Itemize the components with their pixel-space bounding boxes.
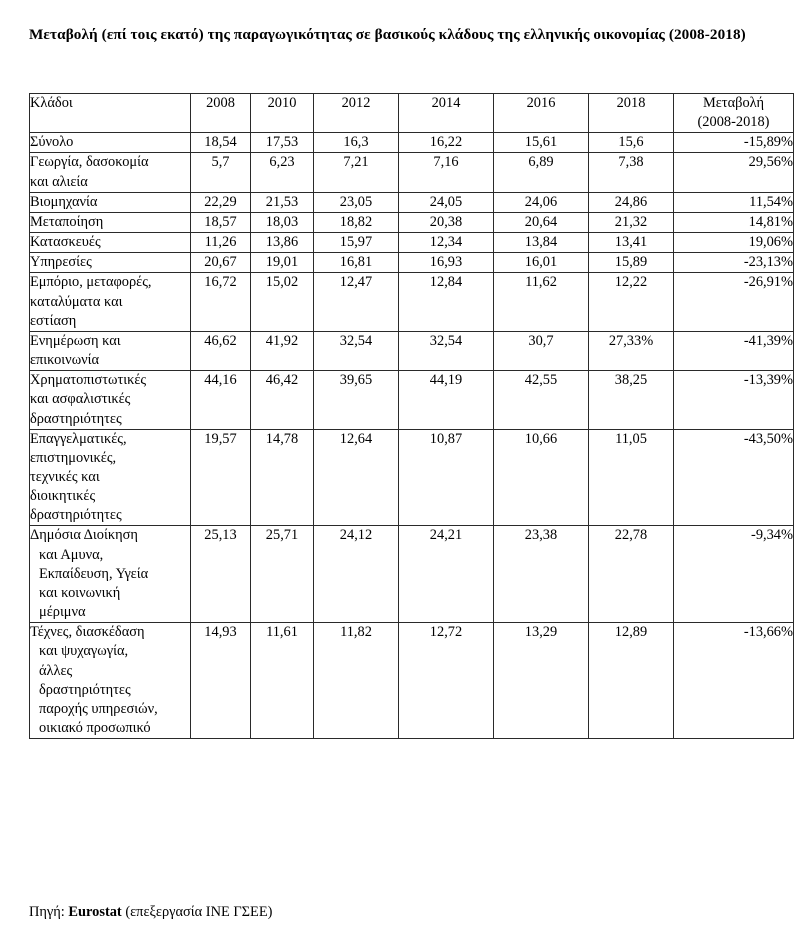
cell-change: -43,50% xyxy=(674,429,794,526)
table-row xyxy=(30,526,794,623)
cell-2018: 13,41 xyxy=(589,233,674,253)
cell-2018: 15,6 xyxy=(589,133,674,153)
cell-2016: 6,89 xyxy=(494,153,589,192)
row-label-line: Εμπόριο, μεταφορές, xyxy=(30,274,152,291)
cell-change: 11,54% xyxy=(674,192,794,212)
source-name: Eurostat xyxy=(68,904,122,920)
row-label-line: και Αμυνα, xyxy=(39,546,104,563)
cell-2016: 13,29 xyxy=(494,623,589,739)
cell-2008: 5,7 xyxy=(191,153,251,192)
column-header-change xyxy=(674,94,794,133)
row-label xyxy=(30,153,191,192)
cell-change: -15,89% xyxy=(674,133,794,153)
cell-2008: 11,26 xyxy=(191,233,251,253)
row-label-line: Επαγγελματικές, xyxy=(30,430,127,447)
row-label-line: και κοινωνική xyxy=(39,584,121,601)
cell-2018: 38,25 xyxy=(589,371,674,429)
row-label-line: μέριμνα xyxy=(39,604,86,621)
cell-2018: 24,86 xyxy=(589,192,674,212)
row-label-line: διοικητικές xyxy=(30,488,96,505)
cell-2018: 15,89 xyxy=(589,253,674,273)
cell-2008: 19,57 xyxy=(191,429,251,526)
cell-2008: 25,13 xyxy=(191,526,251,623)
cell-2014: 44,19 xyxy=(399,371,494,429)
table-row xyxy=(30,133,794,153)
cell-2016: 13,84 xyxy=(494,233,589,253)
row-label-line: Υπηρεσίες xyxy=(30,254,92,271)
row-label-line: Δημόσια Διοίκηση xyxy=(30,527,138,544)
column-header-sector: Κλάδοι xyxy=(30,94,191,133)
cell-2010: 6,23 xyxy=(251,153,314,192)
table-row xyxy=(30,192,794,212)
row-label xyxy=(30,526,191,623)
table-row xyxy=(30,273,794,331)
cell-2018: 21,32 xyxy=(589,212,674,232)
row-label xyxy=(30,273,191,331)
cell-change: -26,91% xyxy=(674,273,794,331)
cell-2016: 16,01 xyxy=(494,253,589,273)
row-label-line: Μεταποίηση xyxy=(30,213,104,230)
cell-2008: 18,54 xyxy=(191,133,251,153)
cell-2010: 21,53 xyxy=(251,192,314,212)
row-label xyxy=(30,429,191,526)
cell-2014: 10,87 xyxy=(399,429,494,526)
source-prefix: Πηγή: xyxy=(29,904,65,920)
row-label-line: παροχής υπηρεσιών, xyxy=(39,700,158,717)
cell-2016: 15,61 xyxy=(494,133,589,153)
cell-2014: 12,34 xyxy=(399,233,494,253)
page-title xyxy=(29,24,785,46)
cell-2010: 17,53 xyxy=(251,133,314,153)
column-header-2012: 2012 xyxy=(314,94,399,133)
row-label-line: Χρηματοπιστωτικές xyxy=(30,372,147,389)
cell-2016: 11,62 xyxy=(494,273,589,331)
cell-2008: 14,93 xyxy=(191,623,251,739)
cell-2012: 16,81 xyxy=(314,253,399,273)
cell-change: 19,06% xyxy=(674,233,794,253)
cell-change: -13,66% xyxy=(674,623,794,739)
cell-2014: 16,93 xyxy=(399,253,494,273)
cell-2010: 46,42 xyxy=(251,371,314,429)
column-header-change-line-1: Μεταβολή xyxy=(702,95,765,111)
page-title-line-1: Μεταβολή (επί τοις εκατό) της παραγωγικότητας σε βασικούς κλάδους της ελληνικής οικονομίας xyxy=(29,26,665,44)
row-label-line: τεχνικές και xyxy=(30,468,100,485)
row-label-line: εστίαση xyxy=(30,312,77,329)
page-title-line-2: (2008-2018) xyxy=(668,26,746,44)
row-label xyxy=(30,331,191,370)
table-row xyxy=(30,371,794,429)
cell-2018: 22,78 xyxy=(589,526,674,623)
cell-2014: 12,72 xyxy=(399,623,494,739)
row-label xyxy=(30,212,191,232)
cell-2010: 15,02 xyxy=(251,273,314,331)
cell-2012: 39,65 xyxy=(314,371,399,429)
table-row xyxy=(30,253,794,273)
row-label-line: δραστηριότητες xyxy=(39,681,131,698)
cell-2018: 11,05 xyxy=(589,429,674,526)
row-label-line: δραστηριότητες xyxy=(30,410,122,427)
cell-2018: 12,89 xyxy=(589,623,674,739)
table-row xyxy=(30,331,794,370)
cell-2012: 11,82 xyxy=(314,623,399,739)
row-label-line: οικιακό προσωπικό xyxy=(39,720,151,736)
row-label xyxy=(30,233,191,253)
cell-2016: 23,38 xyxy=(494,526,589,623)
cell-2014: 16,22 xyxy=(399,133,494,153)
source-note xyxy=(29,903,272,922)
row-label-line: Σύνολο xyxy=(30,134,74,151)
column-header-2008: 2008 xyxy=(191,94,251,133)
column-header-change-line-2: (2008-2018) xyxy=(697,114,770,131)
cell-2016: 42,55 xyxy=(494,371,589,429)
cell-2014: 24,05 xyxy=(399,192,494,212)
cell-2016: 24,06 xyxy=(494,192,589,212)
cell-2010: 13,86 xyxy=(251,233,314,253)
cell-change: 29,56% xyxy=(674,153,794,192)
row-label-line: επιστημονικές, xyxy=(30,449,117,466)
cell-2018: 7,38 xyxy=(589,153,674,192)
row-label xyxy=(30,253,191,273)
row-label-line: Εκπαίδευση, Υγεία xyxy=(39,565,149,582)
row-label-line: Κατασκευές xyxy=(30,234,101,251)
row-label-line: δραστηριότητες xyxy=(30,507,122,524)
cell-2018: 27,33% xyxy=(589,331,674,370)
table-row xyxy=(30,153,794,192)
cell-change: -9,34% xyxy=(674,526,794,623)
table-row xyxy=(30,623,794,739)
table-row xyxy=(30,212,794,232)
cell-2008: 16,72 xyxy=(191,273,251,331)
row-label-line: επικοινωνία xyxy=(30,352,100,369)
row-label-line: Βιομηχανία xyxy=(30,193,98,210)
cell-2008: 44,16 xyxy=(191,371,251,429)
cell-2014: 20,38 xyxy=(399,212,494,232)
row-label-line: Ενημέρωση και xyxy=(30,332,121,349)
cell-2008: 46,62 xyxy=(191,331,251,370)
row-label-line: Τέχνες, διασκέδαση xyxy=(30,624,145,641)
cell-2010: 11,61 xyxy=(251,623,314,739)
cell-2018: 12,22 xyxy=(589,273,674,331)
row-label xyxy=(30,371,191,429)
row-label xyxy=(30,192,191,212)
cell-2014: 12,84 xyxy=(399,273,494,331)
cell-2012: 15,97 xyxy=(314,233,399,253)
row-label-line: καταλύματα και xyxy=(30,293,123,310)
column-header-2010: 2010 xyxy=(251,94,314,133)
cell-change: 14,81% xyxy=(674,212,794,232)
column-header-2018: 2018 xyxy=(589,94,674,133)
cell-2008: 20,67 xyxy=(191,253,251,273)
cell-2010: 18,03 xyxy=(251,212,314,232)
cell-2012: 24,12 xyxy=(314,526,399,623)
table-header xyxy=(30,94,794,133)
row-label-line: και αλιεία xyxy=(30,173,88,190)
cell-2012: 7,21 xyxy=(314,153,399,192)
productivity-table xyxy=(29,93,794,739)
cell-2008: 18,57 xyxy=(191,212,251,232)
cell-change: -23,13% xyxy=(674,253,794,273)
cell-change: -13,39% xyxy=(674,371,794,429)
cell-2014: 24,21 xyxy=(399,526,494,623)
row-label xyxy=(30,623,191,739)
cell-2012: 23,05 xyxy=(314,192,399,212)
cell-2014: 7,16 xyxy=(399,153,494,192)
cell-change: -41,39% xyxy=(674,331,794,370)
source-suffix: (επεξεργασία ΙΝΕ ΓΣΕΕ) xyxy=(125,904,273,920)
table-body xyxy=(30,133,794,739)
row-label-line: Γεωργία, δασοκομία xyxy=(30,154,149,171)
row-label xyxy=(30,133,191,153)
cell-2012: 16,3 xyxy=(314,133,399,153)
cell-2010: 14,78 xyxy=(251,429,314,526)
table-header-row xyxy=(30,94,794,133)
productivity-table-container xyxy=(29,93,793,739)
row-label-line: και ασφαλιστικές xyxy=(30,391,131,408)
cell-2012: 12,64 xyxy=(314,429,399,526)
cell-2012: 32,54 xyxy=(314,331,399,370)
row-label-line: και ψυχαγωγία, xyxy=(39,643,129,660)
column-header-2014: 2014 xyxy=(399,94,494,133)
column-header-2016: 2016 xyxy=(494,94,589,133)
cell-2010: 41,92 xyxy=(251,331,314,370)
cell-2016: 10,66 xyxy=(494,429,589,526)
table-row xyxy=(30,429,794,526)
cell-2016: 20,64 xyxy=(494,212,589,232)
cell-2014: 32,54 xyxy=(399,331,494,370)
cell-2012: 18,82 xyxy=(314,212,399,232)
row-label-line: άλλες xyxy=(39,662,73,679)
table-row xyxy=(30,233,794,253)
cell-2010: 25,71 xyxy=(251,526,314,623)
cell-2016: 30,7 xyxy=(494,331,589,370)
cell-2012: 12,47 xyxy=(314,273,399,331)
cell-2008: 22,29 xyxy=(191,192,251,212)
cell-2010: 19,01 xyxy=(251,253,314,273)
